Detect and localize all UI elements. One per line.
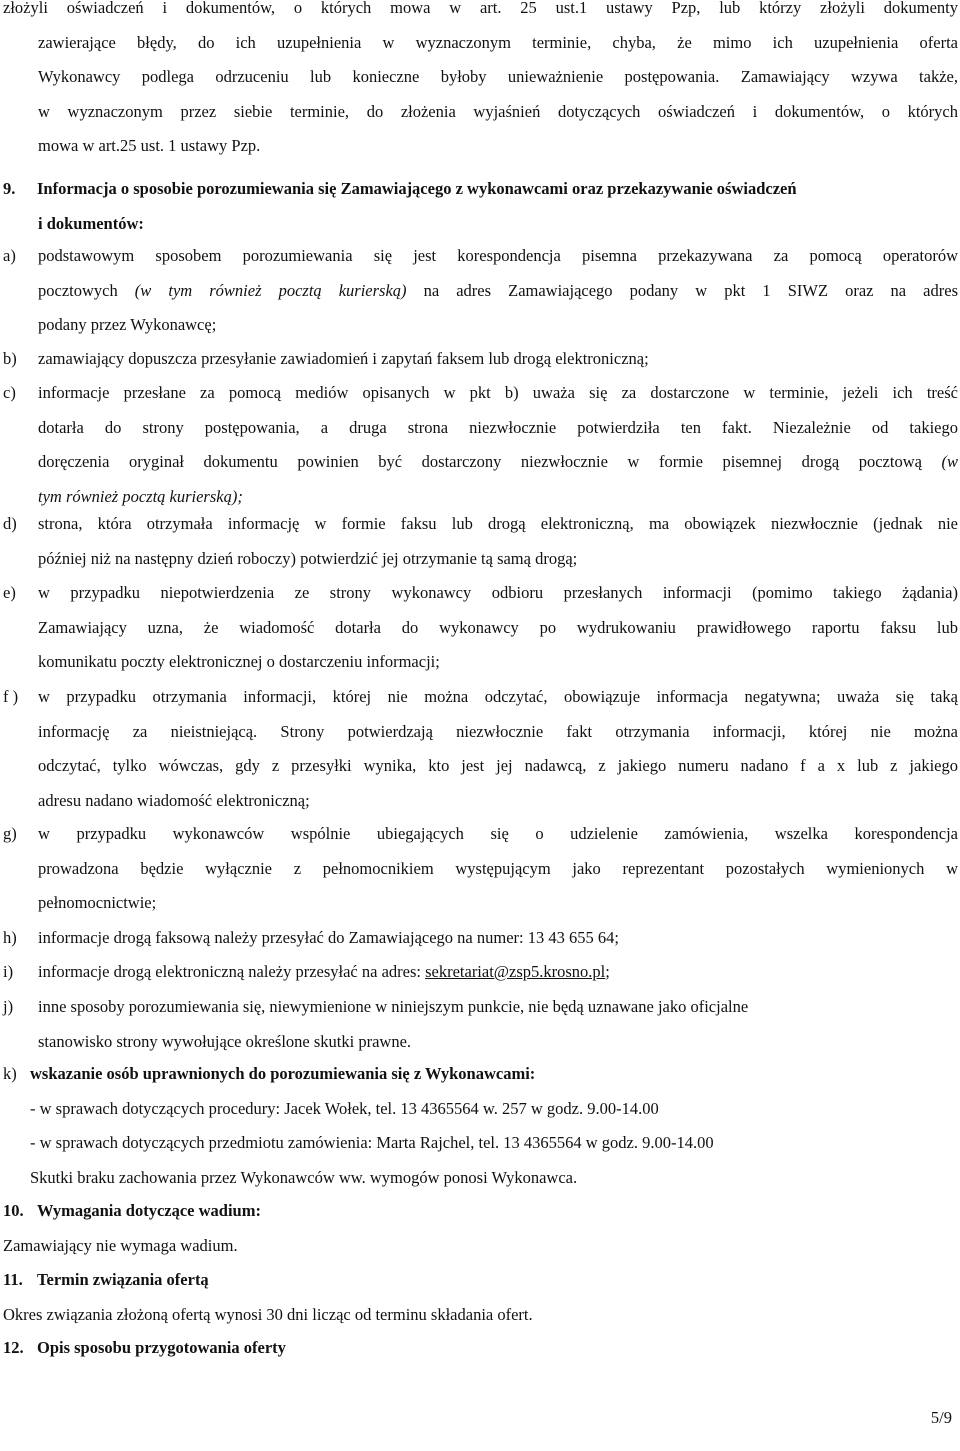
list-label-f: f )	[3, 687, 19, 706]
section-9-heading	[3, 172, 958, 207]
list-text-j	[38, 990, 958, 1059]
list-text-k	[30, 1057, 958, 1092]
section-10-text: Zamawiający nie wymaga wadium.	[3, 1236, 238, 1255]
item-c-line-1: informacje przesłane za pomocą mediów opisanych w pkt b) uważa się za dostarczone w terminie, jeżeli ich treść	[38, 383, 958, 402]
item-e-line-2: Zamawiający uzna, że wiadomość dotarła do wykonawcy po wydrukowaniu prawidłowego raportu faksu lub	[38, 617, 958, 637]
section-11-number: 11.	[3, 1270, 23, 1289]
list-text-g	[38, 817, 958, 921]
item-f-line-2: informację za nieistniejącą. Strony potwierdzają niezwłocznie fakt otrzymania informacji, której nie można	[38, 721, 958, 741]
item-e-line-1: w przypadku niepotwierdzenia ze strony wykonawcy odbioru przesłanych informacji (pomimo takiego żądania)	[38, 583, 958, 602]
item-g-line-2: prowadzona będzie wyłącznie z pełnomocnikiem występującym jako reprezentant pozostałych wymienionych w	[38, 858, 958, 878]
intro-line-5: mowa w art.25 ust. 1 ustawy Pzp.	[38, 136, 261, 156]
section-12-title: Opis sposobu przygotowania oferty	[37, 1338, 286, 1357]
consequences-note: Skutki braku zachowania przez Wykonawców ww. wymogów ponosi Wykonawca.	[30, 1168, 578, 1187]
intro-line-4: w wyznaczonym przez siebie terminie, do złożenia wyjaśnień dotyczących oświadczeń i dokumentów, o których	[38, 101, 958, 121]
list-text-c	[38, 376, 958, 514]
item-b-line-1: zamawiający dopuszcza przesyłanie zawiadomień i zapytań faksem lub drogą elektroniczną;	[38, 349, 649, 368]
item-h-line-1: informacje drogą faksową należy przesyłać do Zamawiającego na numer: 13 43 655 64;	[38, 928, 619, 947]
intro-line-2: zawierające błędy, do ich uzupełnienia w wyznaczonym terminie, chyba, że mimo ich uzupełnienia oferta	[38, 32, 958, 52]
section-10-heading	[3, 1194, 261, 1229]
item-d-line-1: strona, która otrzymała informację w formie faksu lub drogą elektroniczną, ma obowiązek niezwłocznie (jednak nie	[38, 514, 958, 533]
section-9-number: 9.	[3, 179, 16, 198]
item-f-line-3: odczytać, tylko wówczas, gdy z przesyłki wynika, kto jest jej nadawcą, z jakiego numeru nadano f a x lub z jakiego	[38, 756, 958, 776]
item-k-title: wskazanie osób uprawnionych do porozumiewania się z Wykonawcami:	[30, 1064, 536, 1083]
email-link[interactable]: sekretariat@zsp5.krosno.pl	[425, 962, 606, 981]
list-text-a	[38, 239, 958, 343]
item-i-line-1-pre: informacje drogą elektroniczną należy przesyłać na adres:	[38, 962, 426, 981]
section-11-heading	[3, 1263, 209, 1298]
list-label-k: k)	[3, 1064, 17, 1083]
item-c-line-3-italic: (w	[941, 452, 958, 472]
item-a-line-2	[38, 274, 958, 309]
list-text-b	[38, 342, 958, 377]
item-a-line-2-post: na adres Zamawiającego podany w pkt 1 SIWZ oraz na adres	[406, 280, 958, 300]
item-a-line-3: podany przez Wykonawcę;	[38, 315, 217, 335]
list-label-d: d)	[3, 514, 17, 533]
section-9-title-line-2: i dokumentów:	[38, 214, 144, 233]
section-12-number: 12.	[3, 1338, 24, 1357]
list-label-i: i)	[3, 962, 14, 981]
item-c-line-3	[38, 445, 958, 480]
intro-line-1: złożyli oświadczeń i dokumentów, o których mowa w art. 25 ust.1 ustawy Pzp, lub którzy złożyli dokumenty	[3, 0, 958, 17]
item-f-line-4: adresu nadano wiadomość elektroniczną;	[38, 790, 310, 810]
list-label-b: b)	[3, 349, 17, 368]
item-i-line-1	[38, 955, 958, 990]
section-11-title: Termin związania ofertą	[37, 1270, 209, 1289]
item-j-line-1: inne sposoby porozumiewania się, niewymienione w niniejszym punkcie, nie będą uznawane jako oficjalne	[38, 997, 749, 1016]
list-text-e	[38, 576, 958, 680]
item-a-line-2-pre: pocztowych	[38, 280, 135, 300]
list-label-c: c)	[3, 383, 16, 402]
item-d-line-2: później niż na następny dzień roboczy) potwierdzić jej otrzymanie tą samą drogą;	[38, 548, 578, 568]
item-a-line-2-italic: (w tym również pocztą kurierską)	[134, 280, 407, 300]
item-i-line-1-post: ;	[605, 962, 610, 981]
section-9-title-line-1: Informacja o sposobie porozumiewania się Zamawiającego z wykonawcami oraz przekazywanie oświadczeń	[37, 179, 797, 198]
list-text-h	[38, 921, 958, 956]
item-a-line-1: podstawowym sposobem porozumiewania się jest korespondencja pisemna przekazywana za pomocą operatorów	[38, 246, 958, 265]
intro-paragraph	[3, 0, 958, 164]
item-e-line-3: komunikatu poczty elektronicznej o dostarczeniu informacji;	[38, 652, 440, 672]
item-f-line-1: w przypadku otrzymania informacji, której nie można odczytać, obowiązuje informacja negatywna; uważa się taką	[38, 687, 958, 706]
list-label-a: a)	[3, 246, 16, 265]
list-label-h: h)	[3, 928, 17, 947]
contact-procedure: - w sprawach dotyczących procedury: Jacek Wołek, tel. 13 4365564 w. 257 w godz. 9.00-14.00	[30, 1099, 659, 1118]
item-g-line-1: w przypadku wykonawców wspólnie ubiegających się o udzielenie zamówienia, wszelka korespondencja	[38, 824, 958, 843]
contact-subject: - w sprawach dotyczących przedmiotu zamówienia: Marta Rajchel, tel. 13 4365564 w godz. 9.00-14.00	[30, 1133, 714, 1152]
section-11-text: Okres związania złożoną ofertą wynosi 30 dni licząc od terminu składania ofert.	[3, 1305, 533, 1324]
item-c-line-2: dotarła do strony postępowania, a druga strona niezwłocznie potwierdziła ten fakt. Niezależnie od takiego	[38, 417, 958, 437]
item-c-line-4: tym również pocztą kurierską);	[38, 486, 243, 506]
list-label-j: j)	[3, 997, 14, 1016]
list-label-e: e)	[3, 583, 16, 602]
section-10-title: Wymagania dotyczące wadium:	[37, 1201, 261, 1220]
section-12-heading	[3, 1331, 286, 1366]
list-text-i	[38, 955, 958, 990]
list-text-f	[38, 680, 958, 818]
item-g-line-3: pełnomocnictwie;	[38, 893, 157, 913]
item-j-line-2: stanowisko strony wywołujące określone skutki prawne.	[38, 1031, 412, 1051]
section-10-number: 10.	[3, 1201, 24, 1220]
page-number: 5/9	[930, 1408, 952, 1427]
list-text-d	[38, 507, 958, 576]
list-label-g: g)	[3, 824, 17, 843]
intro-line-3: Wykonawcy podlega odrzuceniu lub konieczne byłoby unieważnienie postępowania. Zamawiający wzywa także,	[38, 67, 958, 87]
item-c-line-3-pre: doręczenia oryginał dokumentu powinien być dostarczony niezwłocznie w formie pisemnej drogą pocztową	[38, 452, 942, 472]
